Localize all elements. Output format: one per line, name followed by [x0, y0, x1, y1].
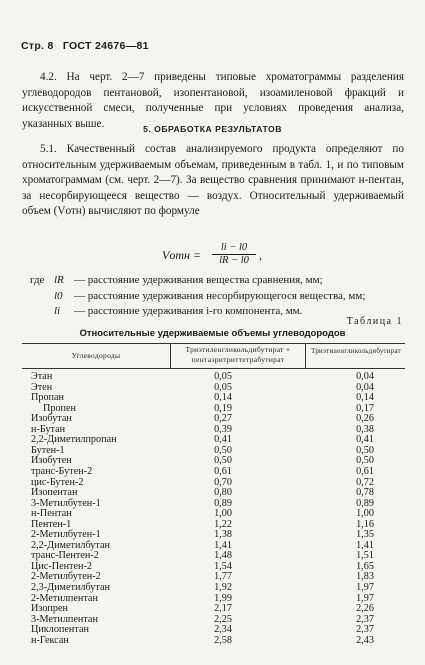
value-single-phase: 0,14 [356, 392, 374, 404]
value-mixed-phase: 1,99 [214, 592, 232, 604]
value-mixed-phase: 2,17 [214, 603, 232, 615]
table-number: Таблица 1 [346, 316, 403, 327]
hydrocarbon-name: транс-Пентен-2 [31, 550, 99, 562]
definition-symbol: l0 [54, 289, 63, 302]
formula-numerator: li − l0 [212, 242, 256, 255]
value-mixed-phase: 1,48 [214, 550, 232, 562]
table-top-rule [22, 343, 405, 344]
value-single-phase: 1,41 [356, 539, 374, 551]
value-single-phase: 0,17 [356, 402, 374, 414]
hydrocarbon-name: 2,2-Диметилпропан [31, 434, 117, 446]
value-single-phase: 1,97 [356, 582, 374, 593]
value-mixed-phase: 0,61 [214, 465, 232, 477]
value-mixed-phase: 0,39 [214, 423, 232, 435]
value-single-phase: 1,16 [356, 518, 374, 530]
table-row [22, 467, 405, 478]
definition-row [30, 273, 408, 289]
definition-text: — расстояние удерживания вещества сравнения, мм; [74, 274, 323, 286]
table-row [22, 488, 405, 499]
value-single-phase: 1,97 [356, 592, 374, 604]
table-caption: Относительные удерживаемые объемы углеводородов [79, 328, 346, 339]
formula-fraction [212, 242, 256, 266]
value-mixed-phase: 1,54 [214, 560, 232, 572]
column-header-mixed-phase: Триэтиленгликольдибутират + пентаэритриттетрабутират [185, 345, 291, 364]
value-single-phase: 0,72 [356, 476, 374, 488]
value-mixed-phase: 2,34 [214, 624, 232, 636]
value-single-phase: 2,37 [356, 624, 374, 636]
value-mixed-phase: 0,50 [214, 444, 232, 456]
paragraph-4-2: 4.2. На черт. 2—7 приведены типовые хроматограммы разделения углеводородов пентановой, изопентановой, изоамиленовой фракций и искусственной смеси, полученные при условиях проведения анализа, указанных выше. [22, 71, 404, 130]
table-row [22, 636, 405, 647]
definitions [30, 273, 408, 320]
value-single-phase: 0,61 [356, 465, 374, 477]
hydrocarbon-name: Пентен-1 [31, 518, 72, 530]
definition-prefix: где [30, 274, 45, 286]
definition-symbol: li [54, 305, 61, 317]
value-single-phase: 2,37 [356, 613, 374, 625]
definition-symbol: lR [54, 274, 64, 286]
hydrocarbon-name: 2-Метилпентан [31, 592, 98, 604]
hydrocarbon-name: 2,2-Диметилбутан [31, 539, 110, 551]
value-mixed-phase: 0,27 [214, 413, 232, 425]
page-number: Стр. 8 [21, 40, 54, 52]
hydrocarbon-name: Изобутен [31, 455, 72, 467]
hydrocarbon-name: н-Пентан [31, 508, 72, 520]
hydrocarbon-name: н-Бутан [31, 423, 66, 435]
column-header-hydrocarbons: Углеводороды [71, 351, 121, 360]
value-mixed-phase: 1,00 [214, 508, 232, 520]
hydrocarbon-name: н-Гексан [31, 634, 69, 646]
value-mixed-phase: 0,05 [214, 371, 232, 382]
definition-row [30, 289, 408, 305]
hydrocarbon-name: Цис-Пентен-2 [31, 560, 92, 572]
hydrocarbon-name: Бутен-1 [31, 444, 65, 456]
value-single-phase: 0,50 [356, 444, 374, 456]
value-mixed-phase: 1,92 [214, 582, 232, 593]
value-mixed-phase: 0,50 [214, 455, 232, 467]
hydrocarbon-name: Пропен [43, 402, 76, 414]
value-mixed-phase: 0,41 [214, 434, 232, 446]
value-single-phase: 0,04 [356, 381, 374, 393]
value-mixed-phase: 2,58 [214, 634, 232, 646]
value-single-phase: 1,35 [356, 529, 374, 541]
formula-lhs: Vотн = [162, 248, 202, 262]
hydrocarbon-name: 2,3-Диметилбутан [31, 582, 110, 593]
value-single-phase: 0,50 [356, 455, 374, 467]
value-single-phase: 0,38 [356, 423, 374, 435]
hydrocarbon-name: Изобутан [31, 413, 72, 425]
formula-comma: , [259, 248, 262, 262]
header-divider [305, 343, 306, 368]
value-single-phase: 1,00 [356, 508, 374, 520]
value-single-phase: 0,04 [356, 371, 374, 382]
value-mixed-phase: 1,41 [214, 539, 232, 551]
value-single-phase: 1,83 [356, 571, 374, 583]
value-single-phase: 2,26 [356, 603, 374, 615]
hydrocarbon-name: цис-Бутен-2 [31, 476, 84, 488]
value-mixed-phase: 0,14 [214, 392, 232, 404]
hydrocarbon-name: Этан [31, 371, 53, 382]
table-row [22, 372, 405, 383]
hydrocarbon-name: 2-Метилбутен-2 [31, 571, 101, 583]
page-header [21, 40, 149, 52]
column-header-single-phase: Триэтиленгликольдибутират [311, 348, 401, 355]
table-row [22, 583, 405, 594]
value-mixed-phase: 0,89 [214, 497, 232, 509]
value-mixed-phase: 2,25 [214, 613, 232, 625]
value-mixed-phase: 1,77 [214, 571, 232, 583]
value-mixed-phase: 0,19 [214, 402, 232, 414]
hydrocarbon-name: Циклопентан [31, 624, 89, 636]
value-mixed-phase: 0,70 [214, 476, 232, 488]
paragraph-5-1: 5.1. Качественный состав анализируемого продукта определяют по относительным удерживаемым объемам, приведенным в табл. 1, и по типовым хроматограммам (см. черт. 2—7). За вещество сравнения принимают н-пентан, за несорбирующееся вещество — воздух. Относительный удерживаемый объем (Vотн) вычисляют по формуле [22, 143, 404, 218]
formula-denominator: lR − l0 [219, 255, 249, 266]
header-divider [170, 343, 171, 368]
section-title: 5. ОБРАБОТКА РЕЗУЛЬТАТОВ [143, 124, 282, 134]
value-single-phase: 1,65 [356, 560, 374, 572]
value-single-phase: 0,78 [356, 487, 374, 499]
standard-number: ГОСТ 24676—81 [62, 40, 149, 52]
hydrocarbon-name: 3-Метилпентан [31, 613, 98, 625]
hydrocarbon-name: 2-Метилбутен-1 [31, 529, 101, 541]
value-single-phase: 0,41 [356, 434, 374, 446]
hydrocarbon-name: 3-Метилбутен-1 [31, 497, 101, 509]
value-single-phase: 0,89 [356, 497, 374, 509]
definition-text: — расстояние удерживания i-го компонента, мм. [74, 305, 303, 317]
table-header-rule [22, 368, 405, 369]
value-mixed-phase: 1,22 [214, 518, 232, 530]
hydrocarbon-name: Изопентан [31, 487, 78, 499]
value-mixed-phase: 1,38 [214, 529, 232, 541]
value-mixed-phase: 0,05 [214, 381, 232, 393]
hydrocarbon-name: Этен [31, 381, 53, 393]
value-single-phase: 0,26 [356, 413, 374, 425]
definition-text: — расстояние удерживания несорбирующегося вещества, мм; [74, 289, 366, 302]
value-single-phase: 1,51 [356, 550, 374, 562]
hydrocarbon-name: Пропан [31, 392, 64, 404]
hydrocarbon-name: транс-Бутен-2 [31, 465, 93, 477]
value-single-phase: 2,43 [356, 634, 374, 646]
value-mixed-phase: 0,80 [214, 487, 232, 499]
hydrocarbon-name: Изопрен [31, 603, 68, 615]
